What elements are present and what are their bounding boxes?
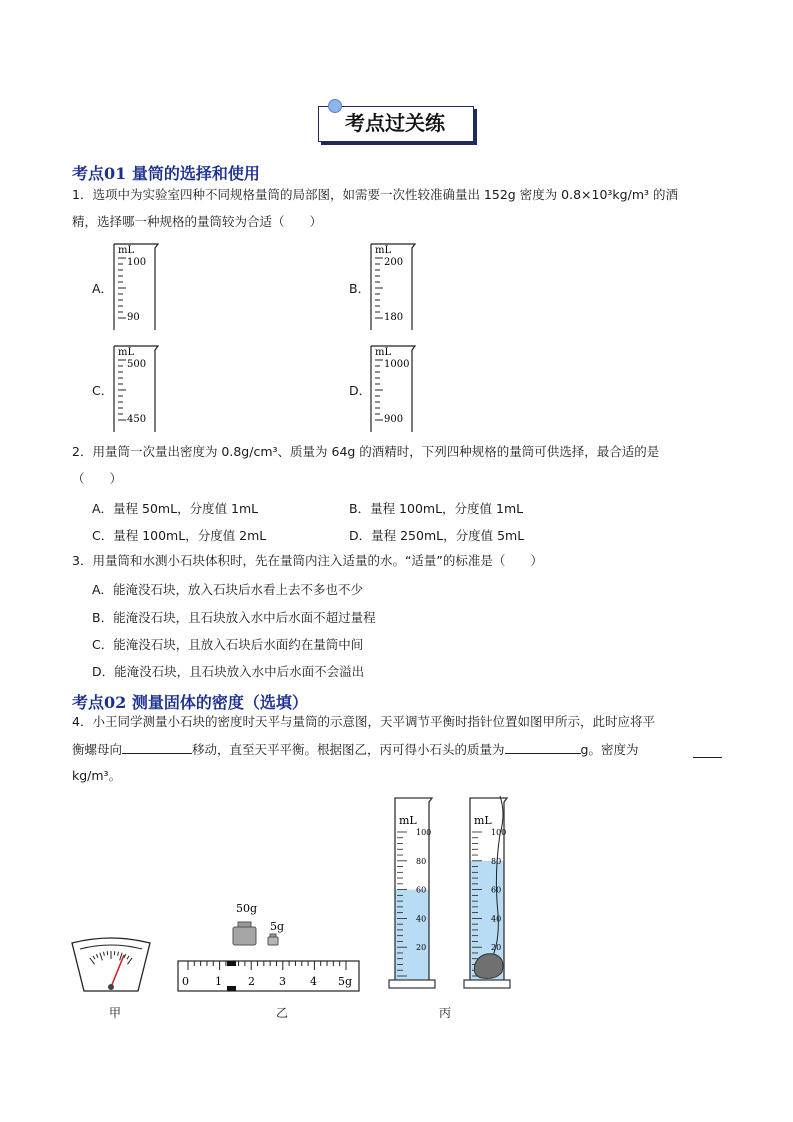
cylinder-c xyxy=(110,342,162,434)
figure-jia-pointer xyxy=(66,935,156,997)
q4-line1: 4．小王同学测量小石块的密度时天平与量筒的示意图，天平调节平衡时指针位置如图甲所示，此时应将平 xyxy=(72,714,655,729)
cylinder-tick-label: 100 xyxy=(491,828,507,837)
scale-label-2: 2 xyxy=(248,975,255,988)
scale-label-4: 4 xyxy=(310,975,317,988)
scale-label-3: 3 xyxy=(279,975,286,988)
cylinder-tick-label: 100 xyxy=(416,828,432,837)
unit-label: mL xyxy=(375,347,392,358)
cylinder-tick-label: 40 xyxy=(491,914,502,924)
q2-option-a: A．量程 50mL，分度值 1mL xyxy=(92,501,259,516)
scale-label-0: 0 xyxy=(182,975,189,988)
q3-line1: 3．用量筒和水测小石块体积时，先在量筒内注入适量的水。“适量”的标准是（ ） xyxy=(72,553,543,568)
cylinder-tick-label: 60 xyxy=(491,885,502,895)
q1-line1: 1．选项中为实验室四种不同规格量筒的局部图，如需要一次性较准确量出 152g 密度为 0.8×10³kg/m³ 的酒 xyxy=(72,187,678,202)
top-tick-label: 500 xyxy=(127,359,147,370)
answer-blank-direction[interactable] xyxy=(122,741,192,754)
figure-bing-cylinders xyxy=(386,794,522,992)
cylinder-b xyxy=(367,240,419,332)
q2-line1: 2．用量筒一次量出密度为 0.8g/cm³、质量为 64g 的酒精时，下列四种规格的量筒可供选择，最合适的是 xyxy=(72,444,660,459)
q2-option-c: C．量程 100mL，分度值 2mL xyxy=(92,528,267,543)
cylinder-a xyxy=(110,240,162,332)
q3-option-b: B．能淹没石块，且石块放入水中后水面不超过量程 xyxy=(92,610,376,625)
q4-line3: kg/m³。 xyxy=(72,768,122,783)
top-tick-label: 1000 xyxy=(384,359,410,370)
q1-option-d-label: D． xyxy=(349,383,372,398)
page-title: 考点过关练 xyxy=(345,111,445,135)
bottom-tick-label: 900 xyxy=(384,414,404,425)
answer-blank-mass[interactable] xyxy=(505,741,581,754)
unit-label: mL xyxy=(375,245,392,256)
bottom-tick-label: 180 xyxy=(384,312,404,323)
caption-bing: 丙 xyxy=(439,1006,452,1020)
q4-text-a: 衡螺母向 xyxy=(72,742,123,757)
unit-label: mL xyxy=(118,245,135,256)
cylinder-tick-label: 20 xyxy=(491,943,502,953)
section-heading-2: 考点02 测量固体的密度（选填） xyxy=(72,693,308,712)
scale-label-5: 5g xyxy=(338,975,353,988)
top-tick-label: 200 xyxy=(384,257,404,268)
cylinder-tick-label: 20 xyxy=(416,943,427,953)
q3-option-d: D．能淹没石块，且石块放入水中后水面不会溢出 xyxy=(92,664,365,679)
q4-text-b: 移动，直至天平平衡。根据图乙，丙可得小石头的质量为 xyxy=(192,742,505,757)
q1-line2: 精，选择哪一种规格的量筒较为合适（ ） xyxy=(72,214,323,229)
q4-text-c: g。密度为 xyxy=(580,742,639,757)
weight-5g-label: 5g xyxy=(270,920,285,933)
q2-option-b: B．量程 100mL，分度值 1mL xyxy=(349,501,524,516)
q2-option-d: D．量程 250mL，分度值 5mL xyxy=(349,528,525,543)
bottom-tick-label: 450 xyxy=(127,414,147,425)
q1-option-b-label: B． xyxy=(349,281,371,296)
cylinder-tick-label: 40 xyxy=(416,914,427,924)
figure-yi-weights-scale xyxy=(176,898,362,994)
q1-option-a-label: A． xyxy=(92,281,114,296)
top-tick-label: 100 xyxy=(127,257,147,268)
scale-label-1: 1 xyxy=(215,975,222,988)
cylinder-tick-label: 80 xyxy=(416,856,427,866)
weight-50g-label: 50g xyxy=(236,902,258,915)
answer-blank-density[interactable] xyxy=(693,745,722,758)
q3-option-a: A．能淹没石块，放入石块后水看上去不多也不少 xyxy=(92,582,364,597)
q1-option-c-label: C． xyxy=(92,383,114,398)
unit-label: mL xyxy=(118,347,135,358)
caption-jia: 甲 xyxy=(109,1006,122,1020)
section-heading-1: 考点01 量筒的选择和使用 xyxy=(72,164,260,183)
cylinder-d xyxy=(367,342,419,434)
cylinder-tick-label: 60 xyxy=(416,885,427,895)
q4-line2 xyxy=(72,741,638,758)
cylinder1-unit: mL xyxy=(399,814,417,827)
caption-yi: 乙 xyxy=(276,1006,289,1020)
bottom-tick-label: 90 xyxy=(127,312,140,323)
cylinder-tick-label: 80 xyxy=(491,856,502,866)
q2-line2: （ ） xyxy=(72,471,123,486)
cylinder2-unit: mL xyxy=(474,814,492,827)
q3-option-c: C．能淹没石块，且放入石块后水面约在量筒中间 xyxy=(92,637,364,652)
